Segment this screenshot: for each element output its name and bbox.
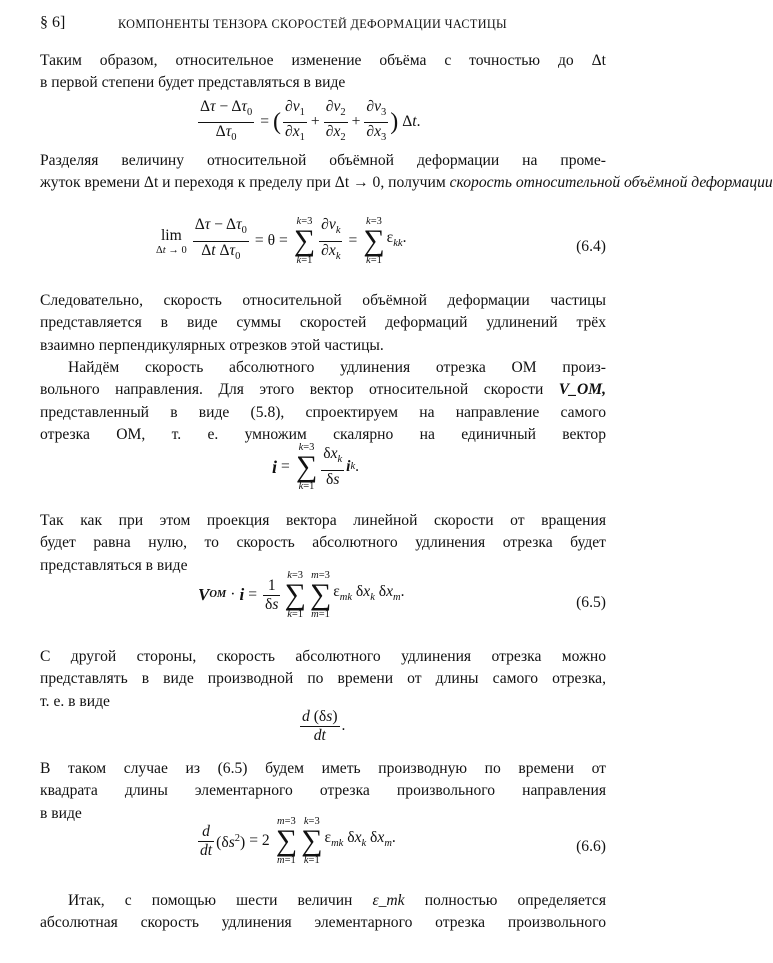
text-line: Найдём скорость абсолютного удлинения отрезка OM произ- [68, 359, 606, 376]
text-line: представляться в виде [40, 556, 188, 574]
text-line: абсолютная скорость удлинения элементарного отрезка произвольного [40, 914, 606, 932]
summation: k=3 ∑ k=1 [295, 442, 318, 492]
text-line: отрезка OM, т. е. умножим скалярно на единичный вектор [40, 426, 606, 444]
summation: k=3 ∑ k=1 [301, 816, 323, 866]
fraction: $\frac{\Delta\tau - \Delta\tau_0}{\Delta\tau_0}$ [200, 98, 253, 144]
text-line: представлять в виде производной по времени от длины самого отрезка, [40, 670, 606, 688]
text-line: Следовательно, скорость относительной объёмной деформации частицы [40, 292, 606, 309]
text-segment: вольного направления. Для этого вектор относительной скорости [40, 381, 544, 399]
text-line: В таком случае из (6.5) будем иметь производную по времени от [40, 760, 606, 777]
running-header [40, 12, 620, 34]
running-title: КОМПОНЕНТЫ ТЕНЗОРА СКОРОСТЕЙ ДЕФОРМАЦИИ ЧАСТИЦЫ [118, 17, 507, 31]
velocity-vector-vom: V_OM, [558, 381, 607, 399]
equation-6-5: V OM · i = $\frac{1}{\delta s}$ k=3 ∑ k=1 m=3 ∑ m=1 $\varepsilon_{mk}$ $\delta x_k$ $\delta x_m$. (6.5) [198, 570, 606, 620]
equation-volume-change: $\frac{\Delta\tau - \Delta\tau_0}{\Delta\tau_0}$ = ( $\frac{\partial v_1}{\partial x_1}$ + $\frac{\partial v_2}{\partial x_2}$ + $\frac{\partial v_3}{\partial x_3}$ ) Δt. [0, 96, 650, 142]
text-segment: полностью определяется [424, 892, 606, 909]
summation: m=3 ∑ m=1 [309, 570, 332, 620]
equation-6-4: lim Δt → 0 $\frac{\Delta\tau - \Delta\tau_0}{\Delta t \Delta\tau_0}$ = θ = k=3 ∑ k=1 $\frac{\partial v_k}{\partial x_k}$ = k=3 ∑ k=1 $\varepsilon_{kk}$. (6.4) [156, 216, 606, 266]
summation: k=3 ∑ k=1 [363, 216, 385, 266]
text-line: взаимно перпендикулярных отрезков этой частицы. [40, 336, 384, 354]
text-line: будет равна нулю, то скорость абсолютного удлинения отрезка будет [40, 534, 606, 552]
section-number: § 6] [40, 14, 66, 31]
text-line: в первой степени будет представляться в виде [40, 74, 346, 92]
strain-rate-symbol: ε_mk [372, 892, 405, 909]
text-line-with-vector [40, 379, 606, 401]
equation-number: (6.4) [576, 238, 606, 255]
emphasis-term: скорость относительной объёмной деформации [449, 174, 773, 192]
text-line: Таким образом, относительное изменение объёма с точностью до Δt [40, 52, 606, 69]
text-line: С другой стороны, скорость абсолютного удлинения отрезка можно [40, 648, 606, 665]
text-line-with-emphasis [40, 172, 773, 194]
text-line: т. е. в виде [40, 692, 110, 710]
summation: m=3 ∑ m=1 [275, 816, 298, 866]
equation-number: (6.5) [576, 594, 606, 611]
limit-operator: lim Δt → 0 [156, 226, 187, 256]
text-line: представленный в виде (5.8), спроектируем на направление самого [40, 403, 606, 421]
equation-unit-vector: i = k=3 ∑ k=1 $\frac{\delta x_k}{\delta s}$ i k . [272, 442, 360, 492]
summation: k=3 ∑ k=1 [293, 216, 316, 266]
text-line: в виде [40, 804, 82, 822]
paragraph-6 [40, 646, 606, 713]
text-segment: Итак, с помощью шести величин [68, 892, 353, 909]
paragraph-2 [40, 150, 773, 195]
paragraph-3 [40, 290, 606, 357]
text-line: Разделяя величину относительной объёмной деформации на проме- [40, 152, 606, 169]
text-segment: жуток времени Δt и переходя к пределу при Δt → 0, получим [40, 174, 446, 192]
equation-6-6: $\frac{d}{dt}$ $(\delta s^2)$ = 2 m=3 ∑ m=1 k=3 ∑ k=1 $\varepsilon_{mk}$ $\delta x_k$ $\delta x_m$. (6.6) [200, 816, 606, 866]
paragraph-4 [40, 357, 606, 447]
paragraph-1 [40, 50, 606, 95]
text-line: представляется в виде суммы скоростей деформаций удлинений трёх [40, 314, 606, 332]
paragraph-8 [40, 890, 606, 935]
summation: k=3 ∑ k=1 [284, 570, 306, 620]
equation-length-derivative: $\frac{d (\delta s)}{dt}$ . [302, 708, 346, 744]
text-line: квадрата длины элементарного отрезка произвольного направления [40, 782, 606, 800]
equation-number: (6.6) [576, 838, 606, 855]
text-line: Так как при этом проекция вектора линейной скорости от вращения [40, 512, 606, 529]
text-line-with-symbol [40, 890, 606, 912]
